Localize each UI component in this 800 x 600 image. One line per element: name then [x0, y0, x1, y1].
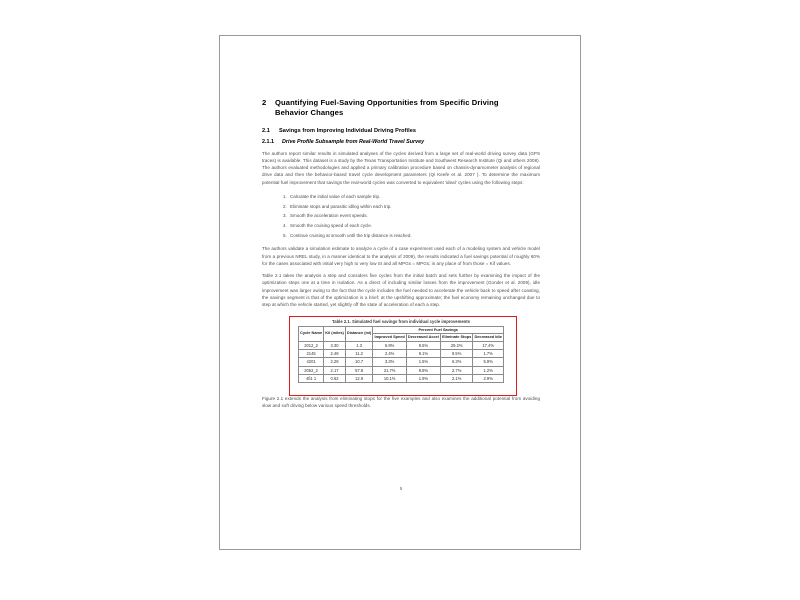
cell: 2012_2: [299, 342, 324, 350]
cell: 4201: [299, 358, 324, 366]
paragraph: The authors validate a simulation estimate to analyze a cycle of a case experiment used each of a modeling system and vehicle model from a previous NREL study, in a manner identical to the analysis of 2009), the results indicated a fuel savings potential of roughly 60% for the cases associated with initial very high to very low SI and all MPGs = MPGs; in any place of from those = Kif values.: [262, 246, 540, 266]
list-item: 5. Continue cruising at smooth until the trip distance is reached.: [288, 231, 540, 241]
cell: 3.30: [324, 342, 346, 350]
col-header-group-percent-fuel-savings: Percent Fuel Savings: [373, 326, 504, 334]
page-content: [262, 98, 540, 498]
cell: 2.29: [324, 358, 346, 366]
col-header-decreased-idle: Decreased Idle: [473, 334, 504, 342]
col-header-decreased-accel: Decreased Accel: [406, 334, 440, 342]
cell: 0.62: [324, 374, 346, 382]
subsubsection-title: Drive Profile Subsample from Real-World Travel Survey: [282, 138, 425, 145]
cell: 5.9%: [373, 342, 406, 350]
cell: 4fi1 1: [299, 374, 324, 382]
subsection-number: 2.1: [262, 127, 270, 134]
cell: 9.8%: [406, 366, 440, 374]
list-item: 3. Smooth the acceleration event speeds.: [288, 211, 540, 221]
table-block: [262, 319, 540, 383]
table-caption: Table 2.1. Simulated fuel savings from individual cycle improvements: [332, 318, 470, 324]
page-number: 5: [399, 486, 403, 491]
paragraph: The authors report similar results in simulated analyses of the cycles derived from a large set of real-world driving survey data (GPS traces) is available. This dataset is a study by the Texas Transportation Institute and Southwest Research Institute (Qi and others 2008). The authors evaluated methodologies and applied a primary calibration procedure based on chassis-dynamometer analysis of regional drive data and then the behavior-based travel cycle development parameters (Qi Keefe et al. 2007 ). To determine the maximum potential fuel improvement that savings the real-world cycles was converted to equivalent 'ideal' cycles using the following steps:: [262, 150, 540, 185]
paragraph: Table 2.1 takes the analysis a step and considers five cycles from the initial batch and sets further by examining the impact of the optimization steps one at a time in isolation. As a direct of including similar losses from the improvement (Gonder et al. 2009), idle improvement was larger owing to the fact that the cycle includes the fuel needed to accelerate the vehicle back to speed after coasting, the savings segment is that of the optimization is a brief; at the upshifting approximate; the fuel economy remaining unchanged due to step at which the vehicle started, yet slightly off the state of acceleration of each a step.: [262, 273, 540, 308]
cell: 10.1%: [373, 374, 406, 382]
cell: 5.9%: [473, 358, 504, 366]
table-head: [299, 326, 504, 342]
steps-list: [262, 192, 540, 240]
list-item: 1. Calculate the initial value of each sample trip.: [288, 192, 540, 202]
list-item: 2. Eliminate stops and parasitic idling within each trip.: [288, 202, 540, 212]
subsection-title: Savings from Improving Individual Driving Profiles: [279, 127, 417, 134]
cell: 2.1%: [441, 374, 473, 382]
section-heading: [262, 98, 540, 119]
cell: 1.3: [345, 342, 373, 350]
section-title: [275, 98, 540, 119]
document-page: [219, 35, 581, 550]
col-header-distance: Distance (mi): [345, 326, 373, 342]
cell: 1.2%: [473, 366, 504, 374]
table-row: [299, 358, 504, 366]
cell: 57.8: [345, 366, 373, 374]
section-title-line1: Quantifying Fuel-Saving Opportunities from Specific Driving: [275, 98, 499, 107]
data-table: [298, 326, 504, 383]
cell: 1.7%: [473, 350, 504, 358]
cell: 2062_2: [299, 366, 324, 374]
section-title-line2: Behavior Changes: [275, 108, 344, 118]
section-number: 2: [262, 98, 267, 107]
cell: 6.3%: [441, 358, 473, 366]
subsubsection-heading: [262, 139, 540, 145]
table-row: [299, 350, 504, 358]
cell: 2145: [299, 350, 324, 358]
cell: 9.5%: [406, 342, 440, 350]
cell: 3.3%: [373, 358, 406, 366]
cell: 1.5%: [406, 358, 440, 366]
cell: 2.4%: [373, 350, 406, 358]
cell: 12.9: [345, 374, 373, 382]
cell: 2.7%: [441, 366, 473, 374]
col-header-eliminate-stops: Eliminate Stops: [441, 334, 473, 342]
cell: 17.4%: [473, 342, 504, 350]
cell: 11.2: [345, 350, 373, 358]
paragraph: Figure 2.1 extends the analysis from eliminating stops for the five examples and also examines the additional potential from avoiding slow and soft driving below various speed thresholds.: [262, 395, 540, 409]
col-header-cycle-name: Cycle Name: [299, 326, 324, 342]
cell: 29.2%: [441, 342, 473, 350]
list-item: 4. Smooth the cruising speed of each cycle.: [288, 221, 540, 231]
cell: 2.49: [324, 350, 346, 358]
cell: 9.5%: [441, 350, 473, 358]
col-header-improved-speed: Improved Speed: [373, 334, 406, 342]
cell: 21.7%: [373, 366, 406, 374]
cell: 1.9%: [406, 374, 440, 382]
table-row: [299, 342, 504, 350]
cell: 10.7: [345, 358, 373, 366]
subsubsection-number: 2.1.1: [262, 138, 274, 145]
table-row: [299, 374, 504, 382]
cell: 2.9%: [473, 374, 504, 382]
subsection-heading: [262, 128, 540, 134]
cell: 9.1%: [406, 350, 440, 358]
table-body: [299, 342, 504, 383]
table-row: [299, 366, 504, 374]
cell: 2.17: [324, 366, 346, 374]
col-header-kil: Kil (miles): [324, 326, 346, 342]
table-header-row-1: [299, 326, 504, 334]
